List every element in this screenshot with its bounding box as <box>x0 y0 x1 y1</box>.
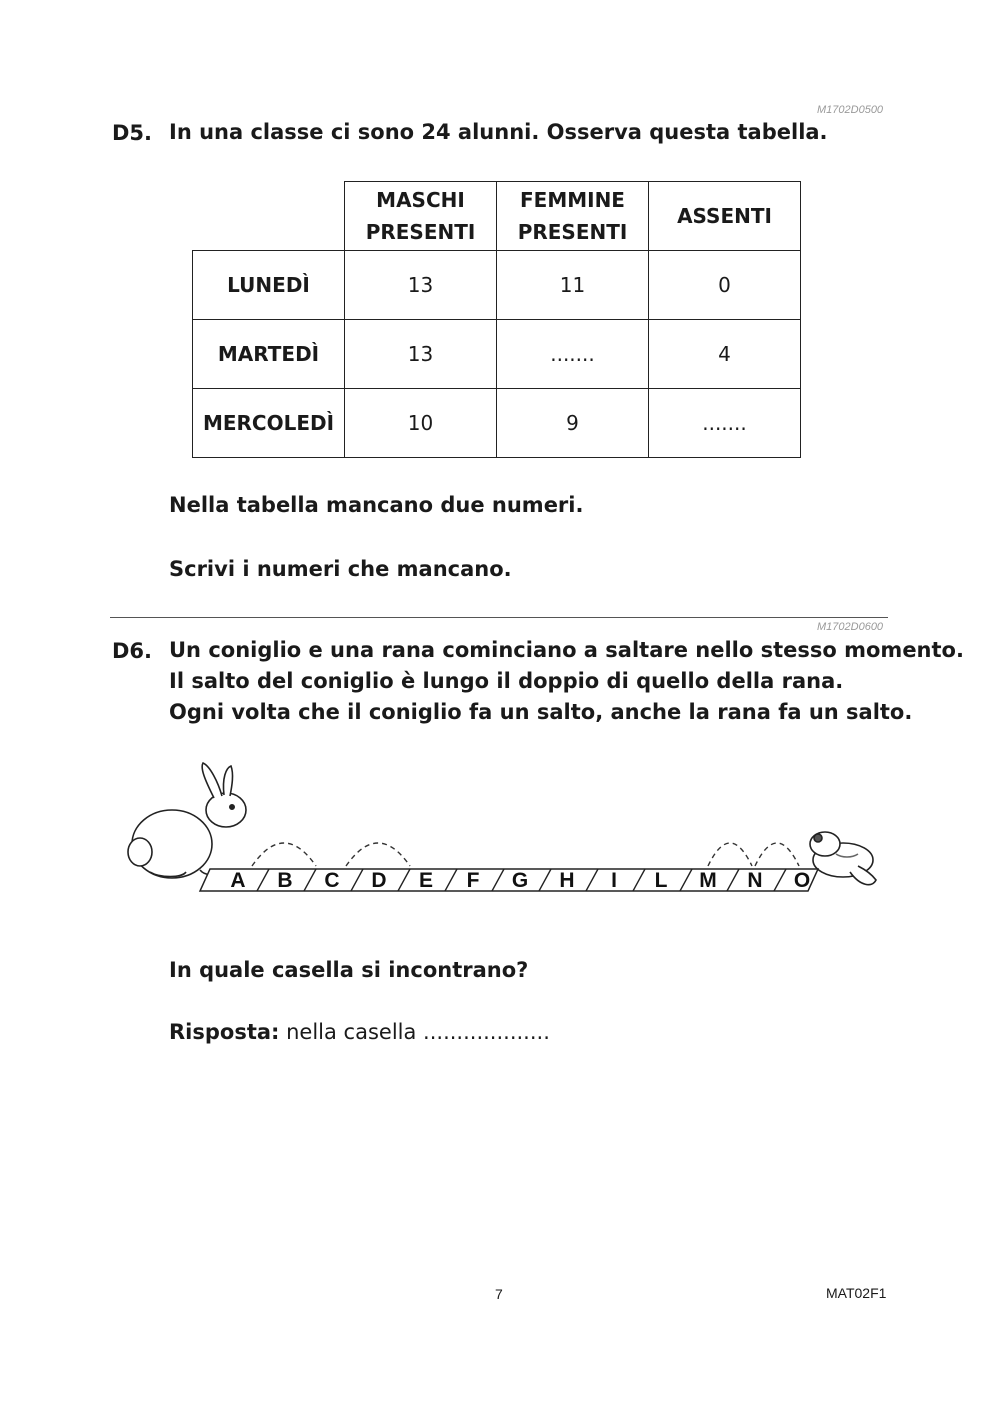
table-row <box>193 389 801 458</box>
frog-jump-arc <box>708 843 752 866</box>
attendance-table <box>192 181 801 458</box>
table-cell: 13 <box>345 251 497 320</box>
header-girls: FEMMINE PRESENTI <box>497 182 649 251</box>
answer-blank[interactable]: nella casella ................... <box>279 1020 550 1044</box>
row-label: MARTEDÌ <box>193 320 345 389</box>
square-label[interactable]: M <box>699 869 717 892</box>
empty-corner <box>193 182 345 251</box>
square-label[interactable]: H <box>559 869 575 892</box>
number-line <box>200 869 818 891</box>
question-text: In una classe ci sono 24 alunni. Osserva questa tabella. <box>169 120 828 144</box>
rabbit-icon <box>128 763 246 878</box>
square-label[interactable]: A <box>230 869 246 892</box>
row-label: LUNEDÌ <box>193 251 345 320</box>
table-cell: 10 <box>345 389 497 458</box>
instruction-text: Nella tabella mancano due numeri. <box>169 493 584 517</box>
square-label[interactable]: G <box>511 869 529 892</box>
table-cell: 4 <box>649 320 801 389</box>
table-cell: 0 <box>649 251 801 320</box>
answer-label: Risposta: <box>169 1020 280 1044</box>
document-code: MAT02F1 <box>826 1285 887 1301</box>
table-cell: 13 <box>345 320 497 389</box>
page-number: 7 <box>495 1286 503 1302</box>
question-number: D5. <box>112 121 153 145</box>
rabbit-jump-arc <box>252 843 316 866</box>
question-text: Un coniglio e una rana cominciano a saltare nello stesso momento. Il salto del coniglio è lungo il doppio di quello della rana. Ogni volta che il coniglio fa un salto, anche la rana fa un salto. <box>169 638 964 724</box>
square-label[interactable]: O <box>793 869 811 892</box>
square-label[interactable]: L <box>654 869 668 892</box>
row-label: MERCOLEDÌ <box>193 389 345 458</box>
table-row <box>193 320 801 389</box>
section-divider <box>110 617 888 618</box>
question-prompt: In quale casella si incontrano? <box>169 958 529 982</box>
table-cell: 11 <box>497 251 649 320</box>
square-label[interactable]: N <box>747 869 763 892</box>
square-label[interactable]: C <box>324 869 340 892</box>
frog-jump-arc <box>755 843 799 866</box>
blank-answer-cell[interactable]: ....... <box>649 389 801 458</box>
rabbit-jump-arc <box>346 843 410 866</box>
question-code: M1702D0500 <box>817 104 884 116</box>
square-label[interactable]: E <box>418 869 434 892</box>
table-row <box>193 251 801 320</box>
square-label[interactable]: F <box>466 869 480 892</box>
question-number: D6. <box>112 639 153 663</box>
square-label[interactable]: D <box>371 869 387 892</box>
square-label[interactable]: B <box>277 869 293 892</box>
instruction-text: Scrivi i numeri che mancano. <box>169 557 512 581</box>
header-absent: ASSENTI <box>649 182 801 251</box>
blank-answer-cell[interactable]: ....... <box>497 320 649 389</box>
table-cell: 9 <box>497 389 649 458</box>
question-code: M1702D0600 <box>817 621 884 633</box>
header-boys: MASCHI PRESENTI <box>345 182 497 251</box>
answer-line[interactable] <box>169 1020 550 1044</box>
jump-illustration <box>0 760 1000 910</box>
square-label[interactable]: I <box>611 869 617 892</box>
